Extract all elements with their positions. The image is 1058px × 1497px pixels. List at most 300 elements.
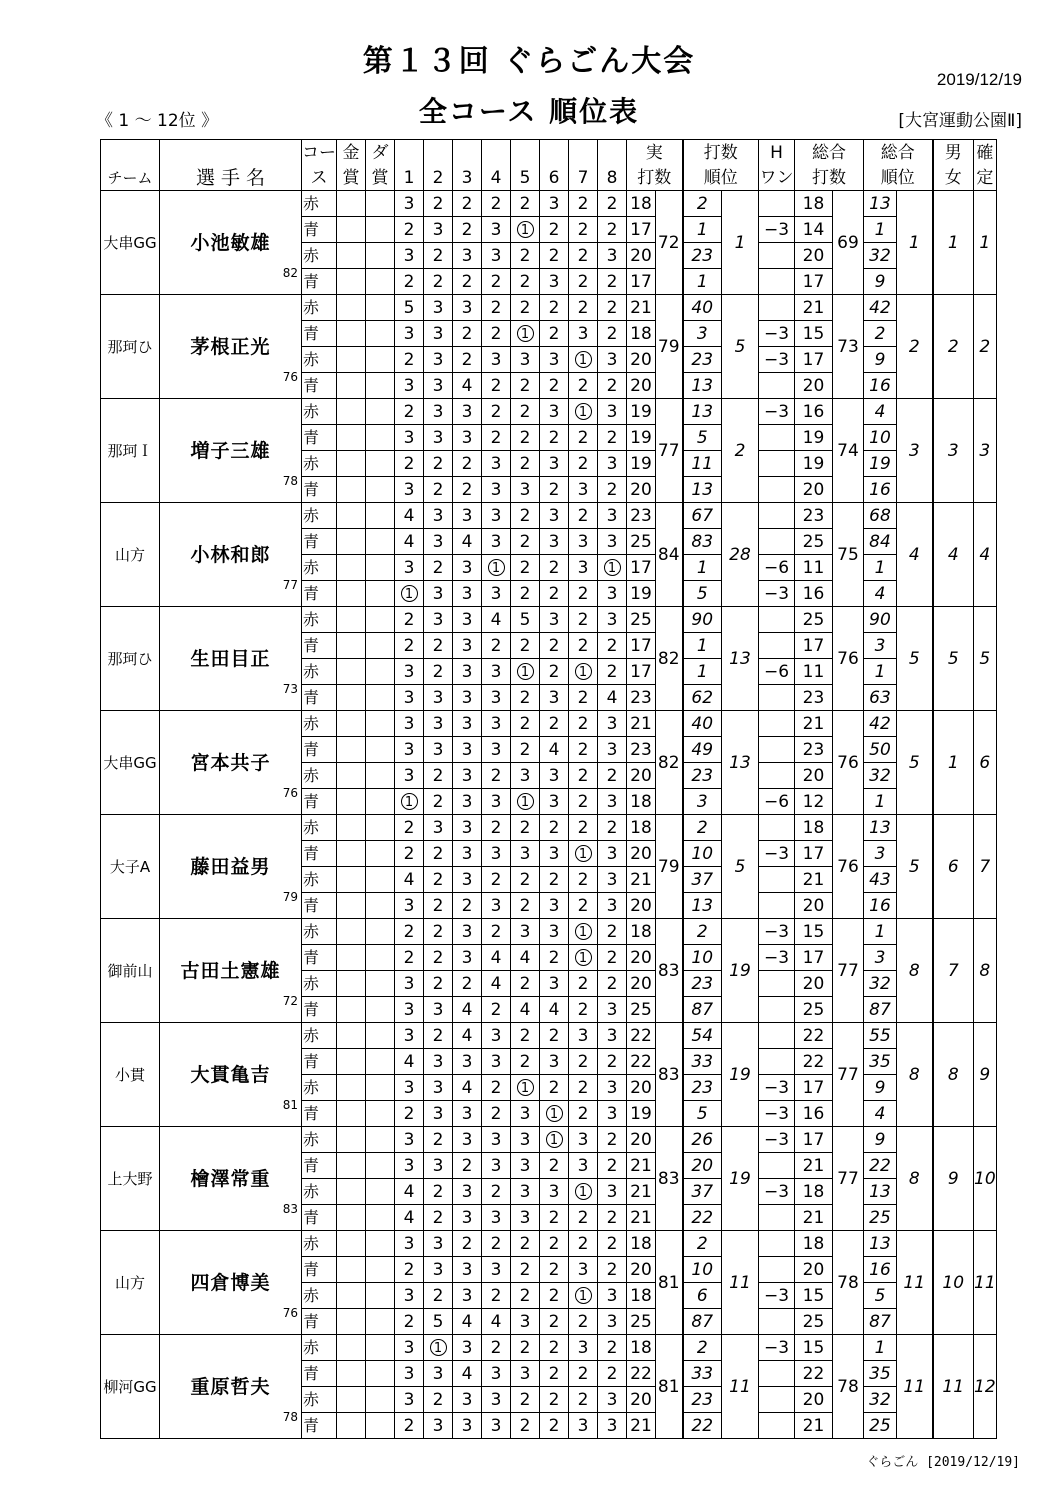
course-name: 赤	[302, 1387, 337, 1413]
hole-score: 3	[482, 243, 511, 269]
hole-score: 2	[453, 893, 482, 919]
hole-score: 3	[482, 711, 511, 737]
net-subtotal: 19	[795, 425, 833, 451]
course-rank: 13	[683, 893, 722, 919]
hole-score: 2	[598, 217, 627, 243]
gold-award	[337, 581, 366, 607]
hole-score: 4	[511, 945, 540, 971]
course-rank: 3	[683, 321, 722, 347]
hole-score: 3	[395, 1127, 424, 1153]
hole-score: 2	[569, 1309, 598, 1335]
team-name: 那珂Ｉ	[101, 399, 160, 503]
hole-score: 3	[395, 737, 424, 763]
stroke-rank: 11	[722, 1335, 759, 1439]
total-rank: 8	[897, 1127, 933, 1231]
hole-score: 2	[540, 295, 569, 321]
course-rank: 2	[683, 191, 722, 217]
hole-in-one-mark: 1	[546, 1131, 563, 1148]
net-subtotal: 22	[795, 1049, 833, 1075]
hole-score: 4	[395, 1205, 424, 1231]
footer: ぐらごん [2019/12/19]	[866, 1455, 1020, 1470]
hole-score: 3	[395, 659, 424, 685]
hole-score: 2	[598, 1231, 627, 1257]
course-subtotal: 25	[627, 607, 656, 633]
gold-award	[337, 919, 366, 945]
course-rank: 23	[683, 763, 722, 789]
hole-score: 3	[598, 1387, 627, 1413]
hole-score: 3	[453, 1335, 482, 1361]
net-rank: 55	[864, 1023, 897, 1049]
actual-strokes: 81	[656, 1231, 683, 1335]
hole-score: 2	[511, 243, 540, 269]
hole-score: 2	[424, 477, 453, 503]
hole-score: 3	[569, 555, 598, 581]
hole-score: 2	[482, 997, 511, 1023]
da-award	[366, 893, 395, 919]
hole-score: 3	[395, 997, 424, 1023]
name-header: 選 手 名	[160, 165, 302, 191]
final-rank: 7	[974, 815, 997, 919]
course-rank: 13	[683, 399, 722, 425]
hole-score: 2	[395, 945, 424, 971]
hole-score: 4	[482, 1309, 511, 1335]
hole-score: 2	[482, 1283, 511, 1309]
gold-award	[337, 841, 366, 867]
stroke-rank: 5	[722, 295, 759, 399]
gold-award	[337, 1231, 366, 1257]
hole-score: 3	[540, 1049, 569, 1075]
hole-score: 3	[424, 503, 453, 529]
net-subtotal: 18	[795, 191, 833, 217]
course-name: 赤	[302, 399, 337, 425]
hole-score: 2	[424, 633, 453, 659]
hole-score: 2	[511, 555, 540, 581]
hole-score: 3	[482, 1023, 511, 1049]
hole-score: 3	[540, 607, 569, 633]
hole-in-one-bonus	[759, 1309, 795, 1335]
total-rank: 5	[897, 711, 933, 815]
hole-score: 3	[453, 945, 482, 971]
hole-score: 3	[598, 1413, 627, 1439]
hole-score	[424, 1335, 453, 1361]
hole-score: 2	[511, 815, 540, 841]
hole-score: 3	[482, 1205, 511, 1231]
course-name: 青	[302, 1413, 337, 1439]
course-name: 赤	[302, 763, 337, 789]
hole-score: 2	[395, 217, 424, 243]
course-subtotal: 19	[627, 1101, 656, 1127]
hole-score: 3	[569, 1335, 598, 1361]
hole-score: 3	[598, 1283, 627, 1309]
hole-score: 3	[569, 477, 598, 503]
hole-score: 2	[598, 1361, 627, 1387]
hole-in-one-bonus	[759, 529, 795, 555]
hole-score: 4	[453, 1309, 482, 1335]
player-name-text: 重原哲夫	[190, 1375, 271, 1398]
hole-score: 2	[424, 1205, 453, 1231]
hole-in-one-bonus	[759, 503, 795, 529]
hole-score: 2	[569, 763, 598, 789]
course-subtotal: 19	[627, 399, 656, 425]
course-rank: 87	[683, 1309, 722, 1335]
hole-score: 2	[453, 1231, 482, 1257]
net-subtotal: 21	[795, 1413, 833, 1439]
hole-score: 3	[424, 997, 453, 1023]
hole-score: 2	[424, 945, 453, 971]
hole-score: 2	[540, 659, 569, 685]
da-award	[366, 1049, 395, 1075]
course-rank: 83	[683, 529, 722, 555]
hole-score: 2	[598, 1049, 627, 1075]
da-award	[366, 347, 395, 373]
course-subtotal: 22	[627, 1023, 656, 1049]
net-rank: 42	[864, 295, 897, 321]
hole-2-header: 2	[424, 165, 453, 191]
course-name: 青	[302, 1257, 337, 1283]
total-score: 74	[833, 399, 864, 503]
hole-in-one-bonus: −3	[759, 1179, 795, 1205]
course-subtotal: 20	[627, 841, 656, 867]
net-rank: 3	[864, 841, 897, 867]
hole-score: 3	[453, 737, 482, 763]
course-name: 赤	[302, 503, 337, 529]
da-award	[366, 997, 395, 1023]
course-name: 赤	[302, 1075, 337, 1101]
hole-score: 2	[424, 1179, 453, 1205]
hole-score: 2	[540, 633, 569, 659]
hole-score: 2	[569, 1101, 598, 1127]
hole-score: 2	[569, 607, 598, 633]
hole-score: 3	[482, 1049, 511, 1075]
final-rank: 4	[974, 503, 997, 607]
hole-score: 2	[540, 1361, 569, 1387]
hole-score: 2	[540, 1335, 569, 1361]
gold-award	[337, 477, 366, 503]
net-subtotal: 21	[795, 1153, 833, 1179]
hole-score: 3	[424, 373, 453, 399]
net-rank: 32	[864, 971, 897, 997]
course-header: コー	[302, 140, 337, 166]
hole-score: 3	[424, 529, 453, 555]
course-subtotal: 20	[627, 347, 656, 373]
hole-in-one-mark: 1	[517, 793, 534, 810]
course-rank: 23	[683, 347, 722, 373]
net-rank: 9	[864, 1127, 897, 1153]
player-name	[160, 191, 302, 295]
hole-score: 2	[598, 763, 627, 789]
course-name: 青	[302, 477, 337, 503]
hole-score: 2	[453, 347, 482, 373]
hole-score: 3	[540, 685, 569, 711]
hole-score: 2	[598, 1127, 627, 1153]
hole-score: 3	[395, 1283, 424, 1309]
player-name	[160, 711, 302, 815]
hole-score: 2	[569, 1049, 598, 1075]
player-name	[160, 295, 302, 399]
final-rank: 12	[974, 1335, 997, 1439]
hole-5-header: 5	[511, 165, 540, 191]
hole-score: 3	[424, 1075, 453, 1101]
course-rank: 1	[683, 217, 722, 243]
hole-in-one-mark: 1	[575, 949, 592, 966]
handicap: 76	[282, 786, 298, 800]
hole-in-one-mark: 1	[517, 663, 534, 680]
hole-score: 2	[511, 1231, 540, 1257]
hole-score	[569, 1179, 598, 1205]
course-rank: 23	[683, 1075, 722, 1101]
hole-score: 3	[395, 425, 424, 451]
hole-score: 2	[395, 399, 424, 425]
hole-score: 2	[424, 893, 453, 919]
hole-score: 4	[395, 503, 424, 529]
hole-score: 2	[424, 789, 453, 815]
player-name-text: 藤田益男	[190, 855, 271, 878]
hole-score: 3	[598, 581, 627, 607]
da-award	[366, 1023, 395, 1049]
hole-score: 2	[569, 711, 598, 737]
net-subtotal: 25	[795, 1309, 833, 1335]
team-name: 大串GG	[101, 711, 160, 815]
hole-in-one-bonus	[759, 685, 795, 711]
hole-in-one-mark: 1	[517, 221, 534, 238]
hole-score: 3	[540, 971, 569, 997]
hole-score: 2	[395, 815, 424, 841]
net-rank: 32	[864, 1387, 897, 1413]
course-rank: 90	[683, 607, 722, 633]
hole-score: 2	[569, 295, 598, 321]
hole-score: 2	[511, 373, 540, 399]
hole-in-one-bonus	[759, 1231, 795, 1257]
course-name: 青	[302, 1153, 337, 1179]
hole-score: 3	[511, 347, 540, 373]
hole-score: 3	[453, 555, 482, 581]
hole-score: 3	[424, 1101, 453, 1127]
handicap: 83	[282, 1202, 298, 1216]
team-name: 柳河GG	[101, 1335, 160, 1439]
hole-score: 2	[598, 633, 627, 659]
course-name: 青	[302, 1101, 337, 1127]
net-subtotal: 21	[795, 295, 833, 321]
page-title: 第１３回 ぐらごん大会	[362, 44, 696, 79]
course-rank: 2	[683, 1335, 722, 1361]
actual-strokes: 81	[656, 1335, 683, 1439]
net-subtotal: 16	[795, 581, 833, 607]
net-rank: 1	[864, 1335, 897, 1361]
team-name: 大串GG	[101, 191, 160, 295]
gender-rank: 3	[933, 399, 974, 503]
net-rank: 16	[864, 373, 897, 399]
final-rank: 2	[974, 295, 997, 399]
hole-score: 4	[453, 1023, 482, 1049]
net-subtotal: 14	[795, 217, 833, 243]
gold-award	[337, 1127, 366, 1153]
net-rank: 42	[864, 711, 897, 737]
hole-in-one-bonus	[759, 1205, 795, 1231]
net-subtotal: 20	[795, 373, 833, 399]
hole-score: 2	[598, 659, 627, 685]
course-name: 赤	[302, 659, 337, 685]
hole-score: 3	[395, 1335, 424, 1361]
hole-score: 3	[424, 1049, 453, 1075]
hole-score: 3	[482, 1127, 511, 1153]
handicap: 76	[282, 370, 298, 384]
hole-score: 2	[453, 451, 482, 477]
actual-strokes: 77	[656, 399, 683, 503]
hole-in-one-bonus: −3	[759, 581, 795, 607]
hole-1-header: 1	[395, 165, 424, 191]
course-rank: 1	[683, 269, 722, 295]
hole-8-header: 8	[598, 165, 627, 191]
hole-in-one-bonus	[759, 425, 795, 451]
hole-score: 3	[424, 347, 453, 373]
da-award	[366, 945, 395, 971]
hole-score: 4	[395, 1049, 424, 1075]
course-rank: 1	[683, 633, 722, 659]
handicap: 78	[282, 474, 298, 488]
da-award	[366, 269, 395, 295]
player-name-text: 増子三雄	[190, 439, 271, 462]
course-name: 赤	[302, 347, 337, 373]
net-rank: 25	[864, 1205, 897, 1231]
total-score: 77	[833, 919, 864, 1023]
hole-score: 3	[395, 685, 424, 711]
gold-award	[337, 373, 366, 399]
total-score: 78	[833, 1231, 864, 1335]
gold-award	[337, 1023, 366, 1049]
gold-award	[337, 503, 366, 529]
course-subtotal: 18	[627, 1335, 656, 1361]
hole-score: 2	[569, 581, 598, 607]
hole-score: 3	[540, 919, 569, 945]
course-name: 青	[302, 581, 337, 607]
hole-score: 3	[540, 347, 569, 373]
gold-award	[337, 711, 366, 737]
hole-in-one-bonus	[759, 867, 795, 893]
da-award	[366, 581, 395, 607]
da-award	[366, 1153, 395, 1179]
hole-in-one-mark: 1	[575, 845, 592, 862]
hole-score: 4	[453, 1075, 482, 1101]
hole-score: 2	[424, 555, 453, 581]
hole-score: 3	[453, 685, 482, 711]
course-name: 赤	[302, 867, 337, 893]
hole-score: 2	[540, 1153, 569, 1179]
hole-score: 2	[424, 971, 453, 997]
hole-score: 3	[482, 217, 511, 243]
hole-score: 2	[511, 737, 540, 763]
header-row-1	[101, 140, 997, 166]
hole-score: 3	[395, 1023, 424, 1049]
hole-score: 3	[424, 1231, 453, 1257]
hole-score: 2	[482, 191, 511, 217]
hole-score: 3	[453, 503, 482, 529]
course-subtotal: 23	[627, 737, 656, 763]
hole-score: 4	[482, 945, 511, 971]
hole-score: 3	[395, 1075, 424, 1101]
hole-score: 3	[424, 1361, 453, 1387]
total-score: 76	[833, 815, 864, 919]
total-score: 75	[833, 503, 864, 607]
net-rank: 9	[864, 347, 897, 373]
da-award	[366, 295, 395, 321]
hole-in-one-bonus	[759, 477, 795, 503]
hole-score: 3	[511, 1127, 540, 1153]
hole-score: 2	[540, 1309, 569, 1335]
course-subtotal: 17	[627, 659, 656, 685]
course-rank: 22	[683, 1413, 722, 1439]
hole-score: 2	[540, 321, 569, 347]
hole-score: 3	[453, 1387, 482, 1413]
hole-score: 2	[482, 919, 511, 945]
hole-score: 2	[511, 867, 540, 893]
net-subtotal: 20	[795, 1387, 833, 1413]
net-rank: 63	[864, 685, 897, 711]
hole-score: 2	[569, 373, 598, 399]
gold-award	[337, 1075, 366, 1101]
gender-rank: 5	[933, 607, 974, 711]
gold-award	[337, 1335, 366, 1361]
hole-in-one-mark: 1	[401, 585, 418, 602]
hole-score: 2	[540, 945, 569, 971]
hole-score: 2	[511, 1049, 540, 1075]
course-name: 赤	[302, 607, 337, 633]
hole-score: 2	[569, 503, 598, 529]
hole-score: 2	[482, 399, 511, 425]
hole-score: 3	[453, 1101, 482, 1127]
gold-award	[337, 945, 366, 971]
actual-strokes: 82	[656, 607, 683, 711]
gold-award	[337, 555, 366, 581]
course-subtotal: 18	[627, 815, 656, 841]
da-header: ダ	[366, 140, 395, 166]
course-rank: 2	[683, 1231, 722, 1257]
gold-award	[337, 425, 366, 451]
course-subtotal: 19	[627, 425, 656, 451]
gold-award	[337, 1101, 366, 1127]
course-rank: 87	[683, 997, 722, 1023]
hole-score: 2	[540, 867, 569, 893]
hole-in-one-mark: 1	[430, 1339, 447, 1356]
hole-score: 2	[540, 815, 569, 841]
hole-score: 3	[453, 1413, 482, 1439]
da-award	[366, 1387, 395, 1413]
hole-score: 2	[511, 1023, 540, 1049]
hole-score: 2	[511, 425, 540, 451]
hole-in-one-mark: 1	[401, 793, 418, 810]
stroke-rank: 19	[722, 1127, 759, 1231]
da-award	[366, 659, 395, 685]
net-rank: 1	[864, 789, 897, 815]
final-rank: 11	[974, 1231, 997, 1335]
hole-score: 3	[424, 295, 453, 321]
player-name	[160, 399, 302, 503]
hole-score: 3	[424, 815, 453, 841]
da-award	[366, 399, 395, 425]
hole-score: 2	[511, 971, 540, 997]
total-rank: 8	[897, 1023, 933, 1127]
hole-score: 3	[482, 789, 511, 815]
net-rank: 35	[864, 1361, 897, 1387]
hole-score: 3	[511, 1361, 540, 1387]
course-subtotal: 20	[627, 477, 656, 503]
hole-score: 3	[540, 503, 569, 529]
course-name: 赤	[302, 1023, 337, 1049]
final-rank: 8	[974, 919, 997, 1023]
course-subtotal: 21	[627, 295, 656, 321]
hole-score: 3	[395, 711, 424, 737]
hole-score: 2	[569, 971, 598, 997]
hole-score: 3	[453, 1049, 482, 1075]
